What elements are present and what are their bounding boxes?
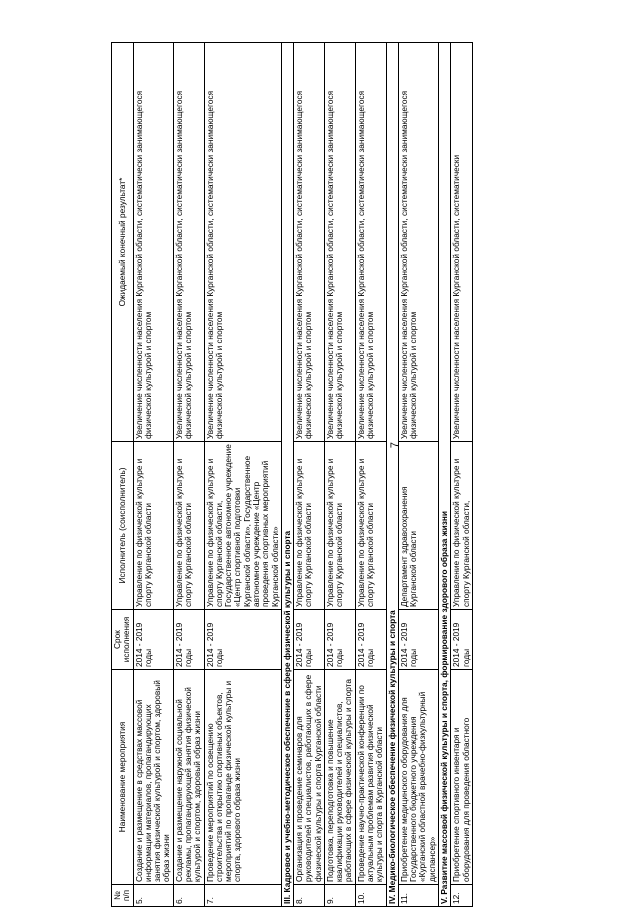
header-term: Срок исполнения — [112, 610, 134, 670]
cell-term: 2014 - 2019 годы — [133, 610, 173, 670]
cell-executor: Управление по физической культуре и спорту Курганской области — [355, 442, 386, 610]
header-result: Ожидаемый конечный результат* — [112, 43, 134, 442]
cell-term: 2014 - 2019 годы — [324, 610, 355, 670]
table-header-row — [112, 43, 134, 907]
cell-term: 2014 - 2019 годы — [173, 610, 204, 670]
cell-num: 8. — [294, 885, 325, 907]
cell-name: Создание и размещение в средствах массовой информации материалов, пропагандирующих занятия физической культурой и спортом, здоровый образ жизни — [133, 670, 173, 885]
cell-num: 7. — [204, 885, 281, 907]
cell-name: Приобретение спортивного инвентаря и оборудования для проведения областного — [451, 670, 473, 885]
cell-term: 2014 - 2019 годы — [451, 610, 473, 670]
section-row — [439, 43, 451, 907]
cell-term: 2014 - 2019 годы — [204, 610, 281, 670]
cell-result: Увеличение численности населения Курганской области, систематически занимающегося физической культурой и спортом — [173, 43, 204, 442]
measures-table — [111, 42, 473, 907]
cell-term: 2014 - 2019 годы — [355, 610, 386, 670]
section-title: V. Развитие массовой физической культуры и спорта, формирование здорового образа жизни — [439, 43, 451, 907]
cell-executor: Управление по физической культуре и спорту Курганской области, Государственное автономное учреждение «Центр спортивной подготовки Курганской области», Государственное автономное учреждение «Центр проведения спортивных мероприятий Курганской области» — [204, 442, 281, 610]
cell-result: Увеличение численности населения Курганской области, систематически занимающегося физической культурой и спортом — [133, 43, 173, 442]
table-row — [398, 43, 438, 907]
table-row — [324, 43, 355, 907]
cell-result: Увеличение численности населения Курганской области, систематически занимающегося физической культурой и спортом — [204, 43, 281, 442]
cell-executor: Управление по физической культуре и спорту Курганской области — [133, 442, 173, 610]
cell-num: 6. — [173, 885, 204, 907]
cell-executor: Управление по физической культуре и спорту Курганской области — [294, 442, 325, 610]
cell-name: Создание и размещение наружной социальной рекламы, пропагандирующей занятия физической культурой и спортом, здоровый образ жизни — [173, 670, 204, 885]
page-number: 7 — [389, 441, 401, 449]
cell-term: 2014 - 2019 годы — [398, 610, 438, 670]
cell-num: 11. — [398, 885, 438, 907]
table-row — [451, 43, 473, 907]
cell-result: Увеличение численности населения Курганской области, систематически занимающегося физической культурой и спортом — [324, 43, 355, 442]
header-executor: Исполнитель (соисполнитель) — [112, 442, 134, 610]
cell-name: Проведение научно-практической конференции по актуальным проблемам развития физической культуры и спорта в Курганской области — [355, 670, 386, 885]
cell-name: Организация и проведение семинаров для руководителей и специалистов, работающих в сфере физической культуры и спорта Курганской области — [294, 670, 325, 885]
cell-result: Увеличение численности населения Курганской области, систематически занимающегося физической культурой и спортом — [355, 43, 386, 442]
cell-name: Проведение мероприятий по освещению строительства и открытию спортивных объектов, мероприятий по пропаганде физической культуры и спорта, здорового образа жизни — [204, 670, 281, 885]
section-row — [386, 43, 398, 907]
section-title: III. Кадровое и учебно-методическое обеспечение в сфере физической культуры и спорта — [281, 43, 293, 907]
rotated-page-content — [111, 42, 531, 907]
cell-executor: Управление по физической культуре и спорту Курганской области — [173, 442, 204, 610]
table-row — [204, 43, 281, 907]
header-name: Наименование мероприятия — [112, 670, 134, 885]
table-row — [173, 43, 204, 907]
cell-executor: Управление по физической культуре и спорту Курганской области — [324, 442, 355, 610]
cell-num: 12. — [451, 885, 473, 907]
cell-num: 9. — [324, 885, 355, 907]
cell-num: 10. — [355, 885, 386, 907]
table-row — [133, 43, 173, 907]
cell-num: 5. — [133, 885, 173, 907]
cell-executor: Управление по физической культуре и спорту Курганской области, — [451, 442, 473, 610]
cell-executor: Департамент здравоохранения Курганской области — [398, 442, 438, 610]
cell-name: Подготовка, переподготовка и повышение квалификации руководителей и специалистов, работающих в сфере физической культуры и спорта — [324, 670, 355, 885]
section-title: IV. Медико-биологическое обеспечение физической культуры и спорта — [386, 43, 398, 907]
table-row — [355, 43, 386, 907]
cell-result: Увеличение численности населения Курганской области, систематически — [451, 43, 473, 442]
header-num: № п/п — [112, 885, 134, 907]
cell-name: Приобретение медицинского оборудования для Государственного бюджетного учреждения «Курганский областной врачебно-физкультурный диспансер» — [398, 670, 438, 885]
cell-result: Увеличение численности населения Курганской области, систематически занимающегося физической культурой и спортом — [398, 43, 438, 442]
cell-result: Увеличение численности населения Курганской области, систематически занимающегося физической культурой и спортом — [294, 43, 325, 442]
cell-term: 2014 - 2019 годы — [294, 610, 325, 670]
section-row — [281, 43, 293, 907]
table-row — [294, 43, 325, 907]
